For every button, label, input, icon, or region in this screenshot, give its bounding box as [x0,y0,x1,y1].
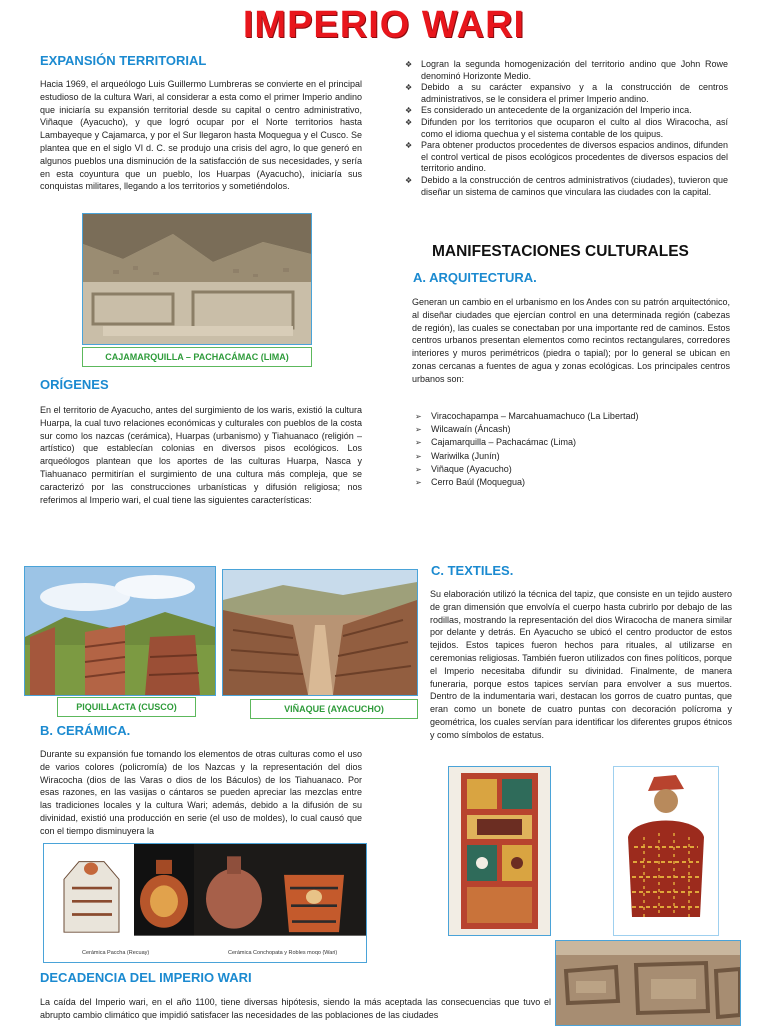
centros-list [413,410,731,496]
piquillacta-photo [24,566,216,696]
piquillacta-caption: PIQUILLACTA (CUSCO) [57,697,196,717]
tunic-photo [613,766,719,936]
expansion-text: Hacia 1969, el arqueólogo Luis Guillermo Lumbreras se convierte en el principal estudioso de la cultura Wari, al considerar a esta como el primer Imperio andino que iniciaría su expansión territorial desde su capital o centro administrativo, Viñaque (Ayacucho), y que logró ocupar por el Norte territorios hasta Lambayeque y Cajamarca, y por el Sur llegaron hasta Moquegua y el Cusco. Se plantea que en el siglo VI d. C. se produjo una crisis del agro, lo que generó en algunos pueblos una disminución de la satisfacción de sus necesidades, y sería en esta coyuntura que un pueblo, los Huarpas (Ayacucho), iniciaría sus conquistas militares, llegando a los territorios y sometiéndolos. [40,79,362,192]
decadencia-text: La caída del Imperio wari, en el año 1100, tiene diversas hipótesis, siendo la más aceptada las consecuencias que tuvo el abrupto cambio climático que impidió satisfacer las necesidades de las poblaciones de las ciudades [40,997,551,1020]
list-item: ❖ Es considerado un antecedente de la organización del Imperio inca. [404,105,728,117]
page-title: IMPERIO WARI [242,4,526,46]
textiles-heading: C. TEXTILES. [431,563,514,578]
origenes-heading: ORÍGENES [40,377,109,392]
list-item: ❖ Para obtener productos procedentes de diversos espacios andinos, difunden el control vertical de pisos ecológicos procedentes de diversos espacios del territorio andino. [404,140,728,175]
list-item: ➢ Viñaque (Ayacucho) [413,463,731,476]
textiles-text: Su elaboración utilizó la técnica del tapiz, que consiste en un tejido austero de gran dimensión que envolvía el cuerpo hasta cubrirlo por debajo de las rodillas, mostrando la representación del dios Wiracocha de manera similar por delante y detrás. En Ayacucho se ubicó el centro productor de estos tejidos. Estos tapices fueron hechos para rituales, al utilizarse en ceremonias religiosas. También fueron utilizados con fines políticos, porque el Imperio necesitaba difundir su divinidad. Finalmente, de manera funeraria, porque estos tapices servían para envolver a sus muertos. Dentro de la indumentaria wari, destacan los gorros de cuatro puntas, que eran como un bonete de cuatro puntas con decoración polícroma y geométrica, los cuales servían para identificar los diferentes grupos étnicos y como símbolos de estatus. [430,589,732,740]
ruins-photo [555,940,741,1026]
list-item: ❖ Logran la segunda homogenización del territorio andino que John Rowe denominó Horizonte Medio. [404,59,728,82]
list-item: ➢ Cajamarquilla – Pachacámac (Lima) [413,436,731,449]
list-item: ❖ Debido a la construcción de centros administrativos (ciudades), tuvieron que diseñar un sistema de caminos que vinculara las ciudades con la capital. [404,175,728,198]
list-item: ➢ Wariwilka (Junín) [413,450,731,463]
list-item: ❖ Difunden por los territorios que ocuparon el culto al dios Wiracocha, así como el idioma quechua y el sistema contable de los quipus. [404,117,728,140]
ceramics-caption-right: Cerámica Conchopata y Robles moqo (Wari) [228,950,338,956]
vinaque-caption: VIÑAQUE (AYACUCHO) [250,699,418,719]
list-item: ➢ Cerro Baúl (Moquegua) [413,476,731,489]
list-item: ➢ Wilcawaín (Áncash) [413,423,731,436]
ceramics-photo [43,843,367,963]
list-item: ❖ Debido a su carácter expansivo y a la construcción de centros administrativos, se le considera el primer Imperio andino. [404,82,728,105]
arquitectura-text: Generan un cambio en el urbanismo en los Andes con su patrón arquitectónico, al diseñar ciudades que ejercían control en una determinada región (cabezas de región), las cuales se conectaban por una importante red de caminos. Estos centros urbanos presentan elementos como recintos rectangulares, corredores interiores y muros perimétricos (piedra o tapial); por lo general se ubican en zonas cercanas a fuentes de agua y zonas ecológicas. Los principales centros urbanos son: [412,297,730,384]
cajamarquilla-photo [82,213,312,345]
tapestry-photo [448,766,551,936]
cajamarquilla-caption: CAJAMARQUILLA – PACHACÁMAC (LIMA) [82,347,312,367]
arquitectura-heading: A. ARQUITECTURA. [413,270,537,285]
list-item: ➢ Viracochapampa – Marcahuamachuco (La Libertad) [413,410,731,423]
expansion-heading: EXPANSIÓN TERRITORIAL [40,53,207,68]
ceramica-text: Durante su expansión fue tomando los elementos de otras culturas como el uso de varios colores (policromía) de los Nazcas y la representación del dios Wiracocha (dios de las Varas o dios de los Báculos) de los Tiahuanaco. Por esas razones, en las vasijas o cántaros se pueden apreciar las mezclas entre las tradiciones locales y la cultura Wari; además, debido a la difusión de su divinidad, existió una producción en serie (el uso de moldes), lo cual causó que con el tiempo disminuyera la [40,749,362,836]
manifestaciones-heading: MANIFESTACIONES CULTURALES [432,243,689,260]
origenes-text: En el territorio de Ayacucho, antes del surgimiento de los waris, existió la cultura Huarpa, la cual tuvo relaciones económicas y culturales con pueblos de la costa sur como los nazcas (cerámica), Huarpas (urbanismo) y Tiahuanaco (religión – artístico) que establecían colonias en diversos pisos ecológicos. Los arqueólogos plantean que los aportes de las culturas Huarpa, Nasca y Tiahuanaco permitirían el surgimiento de una cultura más compleja, que se caracterizó por las construcciones urbanísticas y difusión religiosa; nos referimos al Imperio wari, el cual tiene las siguientes características: [40,405,362,505]
vinaque-photo [222,569,418,696]
characteristics-list [404,59,728,198]
ceramics-caption-left: Cerámica Paccha (Recuay) [82,950,150,956]
ceramica-heading: B. CERÁMICA. [40,723,131,738]
decadencia-heading: DECADENCIA DEL IMPERIO WARI [40,970,252,985]
